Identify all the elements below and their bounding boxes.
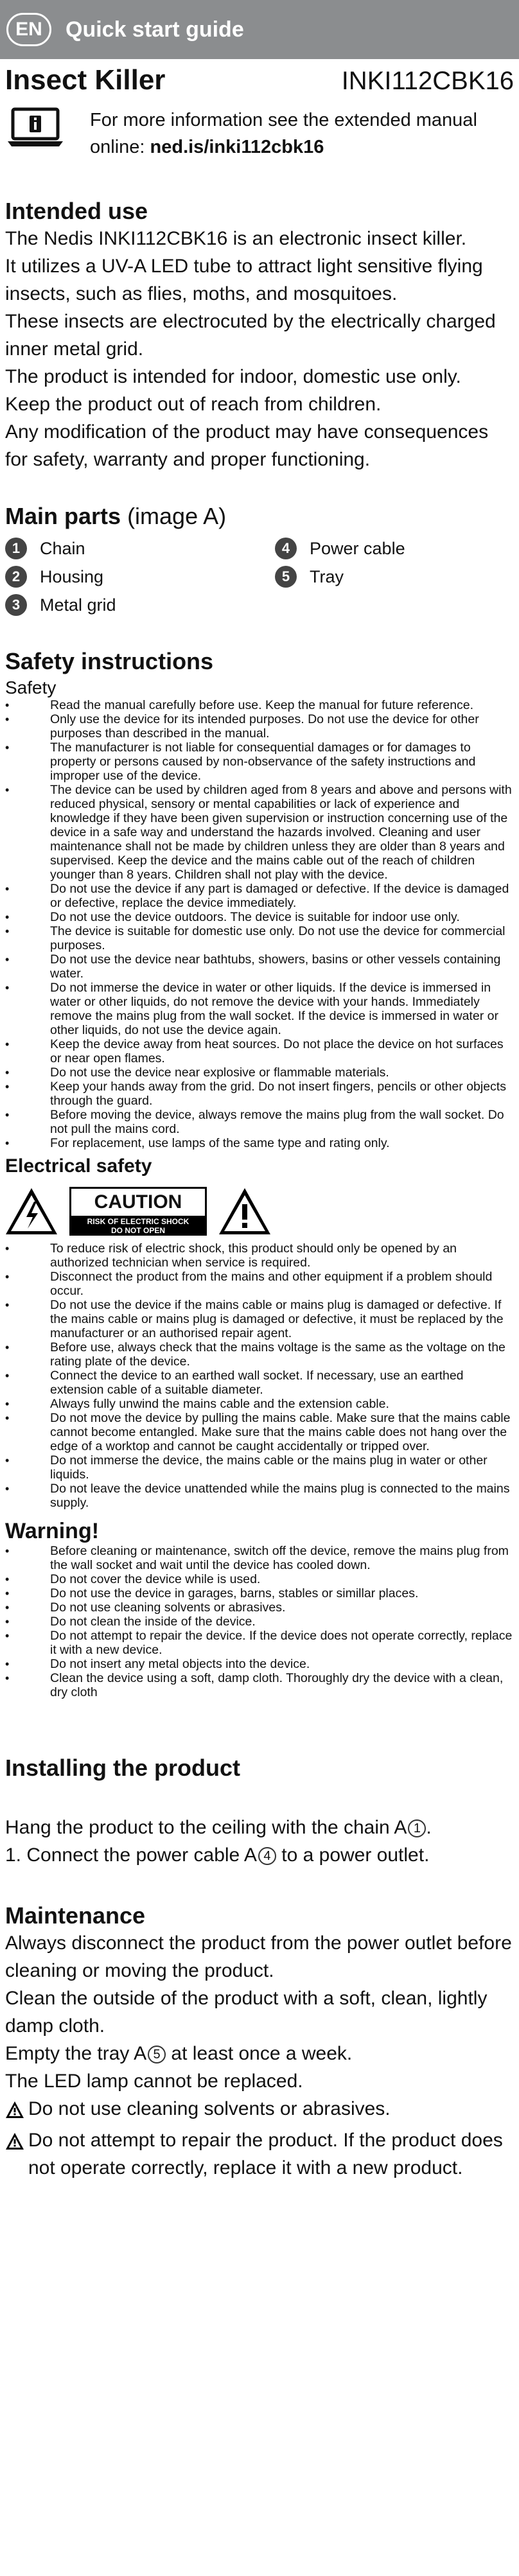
language-badge: EN — [6, 13, 51, 46]
maintenance-section — [0, 1902, 519, 2182]
list-item: • Keep your hands away from the grid. Do not insert fingers, pencils or other objects through the guard. — [0, 1080, 513, 1108]
main-parts-title: Main parts — [5, 503, 121, 529]
list-item: • Keep the device away from heat sources. Do not place the device on hot surfaces or near open flames. — [0, 1037, 513, 1065]
intended-paragraph: Any modification of the product may have consequences for safety, warranty and proper functioning. — [5, 421, 489, 470]
maintenance-warning — [0, 2095, 519, 2126]
caution-title: CAUTION — [94, 1191, 182, 1213]
install-step-hang — [0, 1814, 519, 1841]
info-text — [90, 107, 513, 161]
install-connect-after: to a power outlet. — [276, 1844, 430, 1866]
list-item: • The device is suitable for domestic use only. Do not use the device for commercial purposes. — [0, 924, 513, 952]
safety-sublabel: Safety — [5, 678, 57, 697]
parts-list — [0, 530, 519, 617]
list-item: • Do not use the device near explosive or flammable materials. — [0, 1065, 513, 1080]
electrical-safety-heading: Electrical safety — [5, 1155, 152, 1177]
list-item: • Do not attempt to repair the device. If the device does not operate correctly, replace it with a new device. — [0, 1629, 513, 1657]
list-item: • Connect the device to an earthed wall socket. If necessary, use an earthed extension cable of a suitable diameter. — [0, 1369, 513, 1397]
part-item — [5, 536, 275, 561]
list-item: • Do not leave the device unattended while the mains plug is connected to the mains supply. — [0, 1482, 513, 1510]
product-name: Insect Killer — [5, 64, 166, 96]
install-step-connect — [0, 1841, 519, 1869]
list-item: • Disconnect the product from the mains and other equipment if a problem should occur. — [0, 1270, 513, 1298]
list-item: • Do not move the device by pulling the mains cable. Make sure that the mains cable cannot become entangled. Make sure that the mains cable does not hang over the edge of a worktop and cannot be caught accidentally or tripped over. — [0, 1411, 513, 1453]
part-number: 3 — [5, 594, 27, 616]
list-item: • Do not use the device outdoors. The device is suitable for indoor use only. — [0, 910, 513, 924]
part-label: Chain — [40, 538, 85, 558]
list-item: • Do not immerse the device, the mains cable or the mains plug in water or other liquids. — [0, 1453, 513, 1482]
list-item: • Clean the device using a soft, damp cloth. Thoroughly dry the device with a clean, dry cloth — [0, 1671, 513, 1699]
part-number: 1 — [5, 538, 27, 559]
laptop-info-icon — [6, 107, 64, 152]
intended-paragraph: The product is intended for indoor, domestic use only. — [5, 366, 461, 387]
installing-section — [0, 1755, 519, 1869]
maintenance-warning-text: Do not use cleaning solvents or abrasives. — [28, 2098, 391, 2119]
header-title: Quick start guide — [66, 17, 244, 42]
intended-use-section — [0, 198, 519, 473]
maintenance-heading: Maintenance — [5, 1902, 146, 1929]
intended-paragraph: The Nedis INKI112CBK16 is an electronic insect killer. — [5, 228, 467, 249]
list-item: • Before cleaning or maintenance, switch off the device, remove the mains plug from the wall socket and wait until the device has cooled down. — [0, 1544, 513, 1572]
list-item: • Do not use the device if any part is damaged or defective. If the device is damaged or defective, replace the device immediately. — [0, 882, 513, 910]
list-item: • The manufacturer is not liable for consequential damages or for damages to property or persons caused by non-observance of the safety instructions and improper use of the device. — [0, 740, 513, 783]
list-item: • Do not use the device if the mains cable or mains plug is damaged or defective. If the mains cable or mains plug is damaged or defective, it must be replaced by the manufacturer or an authorised repair agent. — [0, 1298, 513, 1340]
warning-triangle-icon — [5, 2126, 28, 2182]
part-label: Power cable — [310, 538, 405, 558]
part-label: Metal grid — [40, 595, 116, 615]
caution-line-2: DO NOT OPEN — [110, 1226, 165, 1235]
maintenance-paragraph — [0, 2040, 519, 2067]
list-item: • Do not use the device in garages, barns, stables or simillar places. — [0, 1586, 513, 1600]
header-bar — [0, 0, 519, 59]
intended-paragraph: Keep the product out of reach from children. — [5, 394, 382, 415]
part-ref-number: 1 — [408, 1819, 426, 1837]
list-item: • Always fully unwind the mains cable and the extension cable. — [0, 1397, 513, 1411]
exclamation-warning-icon — [217, 1186, 272, 1236]
part-number: 4 — [275, 538, 297, 559]
part-item — [5, 593, 275, 617]
part-item — [5, 565, 275, 589]
part-ref-number: 4 — [258, 1847, 276, 1865]
part-item — [275, 565, 519, 589]
info-row — [0, 96, 519, 161]
main-parts-section — [0, 503, 519, 617]
maintenance-warning-text: Do not attempt to repair the product. If the product does not operate correctly, replace it with a new product. — [28, 2130, 503, 2178]
caution-symbols-row — [0, 1177, 519, 1241]
list-item: • To reduce risk of electric shock, this product should only be opened by an authorized technician when service is required. — [0, 1241, 513, 1270]
maintenance-tray-text: Empty the tray A — [5, 2043, 147, 2064]
info-sentence: For more information see the extended manual online: — [90, 110, 477, 157]
warning-heading: Warning! — [5, 1519, 100, 1543]
caution-label — [69, 1187, 207, 1236]
product-row — [0, 64, 519, 96]
safety-section — [0, 648, 519, 1699]
maintenance-paragraph: The LED lamp cannot be replaced. — [5, 2071, 303, 2092]
list-item: • Do not cover the device while is used. — [0, 1572, 513, 1586]
info-link[interactable]: ned.is/inki112cbk16 — [150, 137, 324, 157]
list-item: • Before use, always check that the mains voltage is the same as the voltage on the rating plate of the device. — [0, 1340, 513, 1369]
warning-triangle-icon — [5, 2095, 28, 2126]
main-parts-heading — [0, 503, 519, 530]
list-item: • Read the manual carefully before use. Keep the manual for future reference. — [0, 698, 513, 712]
part-label: Tray — [310, 566, 344, 586]
list-item: • Do not use cleaning solvents or abrasives. — [0, 1600, 513, 1615]
list-item: • Do not clean the inside of the device. — [0, 1615, 513, 1629]
list-item: • Before moving the device, always remove the mains plug from the wall socket. Do not pull the mains cord. — [0, 1108, 513, 1136]
electrical-list — [0, 1241, 519, 1510]
intended-paragraph: It utilizes a UV-A LED tube to attract light sensitive flying insects, such as flies, moths, and mosquitoes. — [5, 256, 483, 304]
safety-list — [0, 698, 519, 1150]
maintenance-paragraph: Clean the outside of the product with a soft, clean, lightly damp cloth. — [5, 1988, 488, 2037]
part-number: 2 — [5, 566, 27, 588]
maintenance-paragraph: Always disconnect the product from the power outlet before cleaning or moving the product. — [5, 1932, 512, 1981]
list-item: • Only use the device for its intended purposes. Do not use the device for other purposes than described in the manual. — [0, 712, 513, 740]
maintenance-tray-after: at least once a week. — [166, 2043, 353, 2064]
part-label: Housing — [40, 566, 104, 586]
installing-heading: Installing the product — [5, 1755, 240, 1781]
part-item — [275, 536, 519, 561]
caution-subtext — [71, 1216, 205, 1235]
lightning-warning-icon — [4, 1186, 59, 1236]
install-hang-period: . — [426, 1817, 432, 1838]
part-ref-number: 5 — [148, 2046, 166, 2063]
list-item: • Do not use the device near bathtubs, showers, basins or other vessels containing water. — [0, 952, 513, 981]
main-parts-suffix: (image A) — [127, 503, 227, 529]
maintenance-warning — [0, 2126, 519, 2182]
list-item: • Do not insert any metal objects into the device. — [0, 1657, 513, 1671]
install-connect-text: 1. Connect the power cable A — [5, 1844, 257, 1866]
list-item: • Do not immerse the device in water or other liquids. If the device is immersed in water or other liquids, do not remove the device with your hands. Immediately remove the mains plug from the wall socket. If the device is immersed in water or other liquids, do not use the device again. — [0, 981, 513, 1037]
list-item: • The device can be used by children aged from 8 years and above and persons with reduced physical, sensory or mental capabilities or lack of experience and knowledge if they have been given supervision or instruction concerning use of the device in a safe way and understand the hazards involved. Cleaning and user maintenance shall not be made by children unless they are older than 8 years and supervised. Keep the device and the mains cable out of the reach of children younger than 8 years. Children shall not play with the device. — [0, 783, 513, 882]
warning-list — [0, 1544, 519, 1699]
caution-line-1: RISK OF ELECTRIC SHOCK — [87, 1217, 189, 1226]
part-number: 5 — [275, 566, 297, 588]
safety-heading: Safety instructions — [5, 648, 214, 674]
intended-use-heading: Intended use — [5, 198, 148, 224]
install-hang-text: Hang the product to the ceiling with the chain A — [5, 1817, 407, 1838]
intended-paragraph: These insects are electrocuted by the electrically charged inner metal grid. — [5, 311, 496, 360]
list-item: • For replacement, use lamps of the same type and rating only. — [0, 1136, 513, 1150]
product-code: INKI112CBK16 — [341, 67, 514, 95]
